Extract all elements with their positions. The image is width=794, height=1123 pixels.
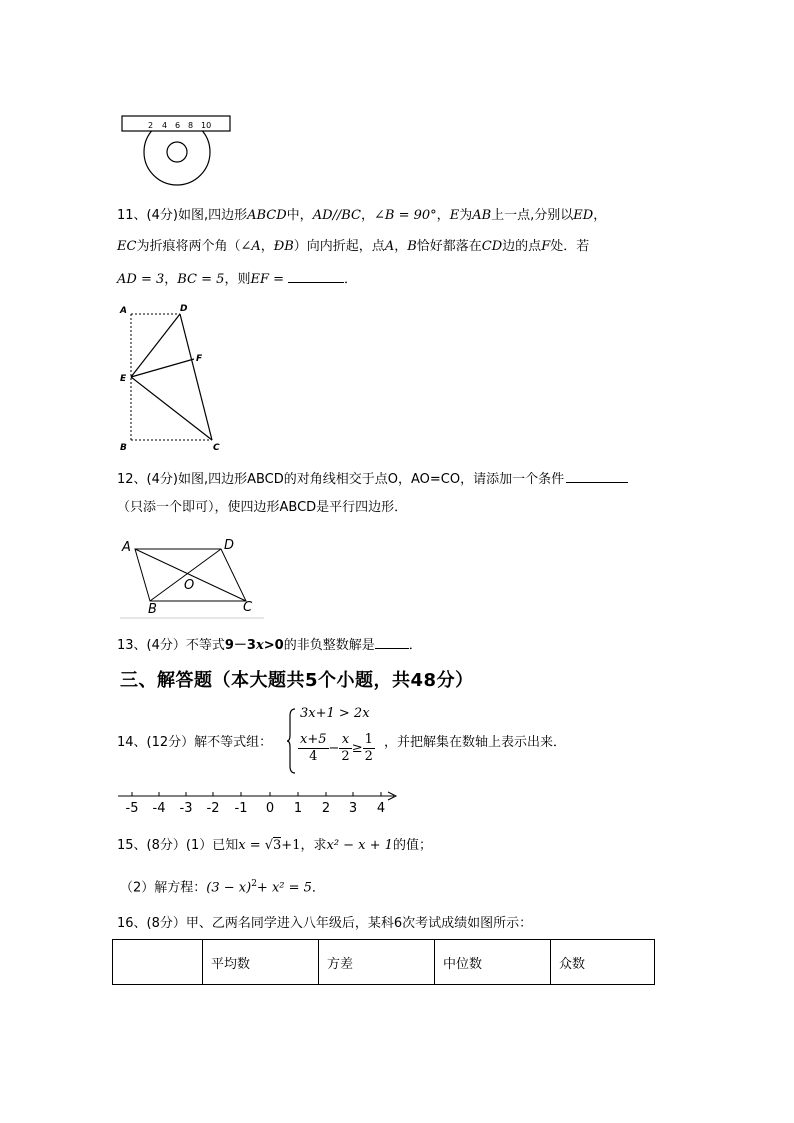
brace [286, 708, 296, 774]
axis-label: 0 [265, 801, 275, 816]
axis-label: 3 [348, 801, 358, 816]
q12-line2: （只添一个即可），使四边形ABCD是平行四边形． [117, 500, 408, 515]
q13: 13、(4分）不等式9－3x>0的非负整数解是 ． [117, 634, 422, 656]
label-D: D [224, 538, 235, 553]
label-D: D [180, 304, 188, 314]
q11-figure [112, 300, 232, 458]
number-line [112, 784, 402, 820]
label-B: B [148, 602, 157, 617]
label-F: F [196, 354, 203, 364]
ruler-tick: 4 [162, 121, 168, 130]
q15-part2: （2）解方程：$(3 - x)^2+ x^2 = 5$． [120, 879, 325, 896]
axis-label: -2 [206, 801, 220, 816]
q14-ineq1: 3x+1 > 2x [300, 706, 370, 721]
q12-figure [118, 534, 268, 620]
section-title: 三、解答题（本大题共5个小题，共48分） [120, 670, 474, 691]
table-cell: 平均数 [203, 940, 319, 985]
table-cell: 方差 [319, 940, 435, 985]
axis-label: -3 [179, 801, 193, 816]
q11-line1: 11、(4分)如图,四边形ABCD中，AD//BC，∠B = 90°，E为AB上一点,分别以ED， [117, 208, 607, 223]
table-cell [113, 940, 203, 985]
label-O: O [184, 578, 195, 593]
ruler-tick: 2 [148, 121, 154, 130]
label-B: B [120, 443, 127, 453]
q14-prefix: 14、(12分）解不等式组： [117, 735, 273, 750]
axis-label: -5 [125, 801, 139, 816]
q11-line2: EC为折痕将两个角（∠A，ÐB）向内折起，点A，B恰好都落在CD边的点F处．若 [117, 239, 590, 254]
q14-suffix: ，并把解集在数轴上表示出来． [384, 735, 567, 750]
label-C: C [243, 600, 253, 615]
ruler-tick: 10 [201, 121, 212, 130]
axis-label: 1 [293, 801, 303, 816]
q13-answer-blank[interactable] [375, 634, 409, 649]
label-A: A [120, 306, 127, 316]
axis-label: -1 [234, 801, 248, 816]
table-row [113, 940, 655, 985]
disc-inner [167, 142, 187, 162]
ruler-tick: 8 [188, 121, 194, 130]
q11-answer-blank[interactable] [288, 268, 344, 283]
q16-table [112, 939, 655, 985]
table-cell: 众数 [551, 940, 655, 985]
number-line-labels [126, 801, 386, 816]
q11-line3: AD = 3，BC = 5，则EF = ． [117, 268, 357, 290]
label-E: E [120, 374, 127, 384]
q10-figure [118, 112, 234, 192]
axis-label: 4 [376, 801, 386, 816]
q14-ineq2: $\frac{x+5}{4}$ − $\frac{x}{2}$ ≥ $\frac{1}{2}$ [300, 732, 373, 764]
table-cell: 中位数 [435, 940, 551, 985]
q12-line1: 12、(4分)如图,四边形ABCD的对角线相交于点O，AO=CO，请添加一个条件 [117, 468, 628, 490]
axis-label: -4 [152, 801, 166, 816]
ruler-tick: 6 [175, 121, 181, 130]
q15-part1: 15、(8分）(1）已知x = √3+1，求x² − x + 1的值； [117, 838, 432, 853]
label-A: A [122, 540, 131, 555]
label-C: C [213, 443, 220, 453]
axis-label: 2 [321, 801, 331, 816]
q12-answer-blank[interactable] [566, 468, 628, 483]
q16-text: 16、(8分）甲、乙两名同学进入八年级后，某科6次考试成绩如图所示： [117, 916, 533, 931]
